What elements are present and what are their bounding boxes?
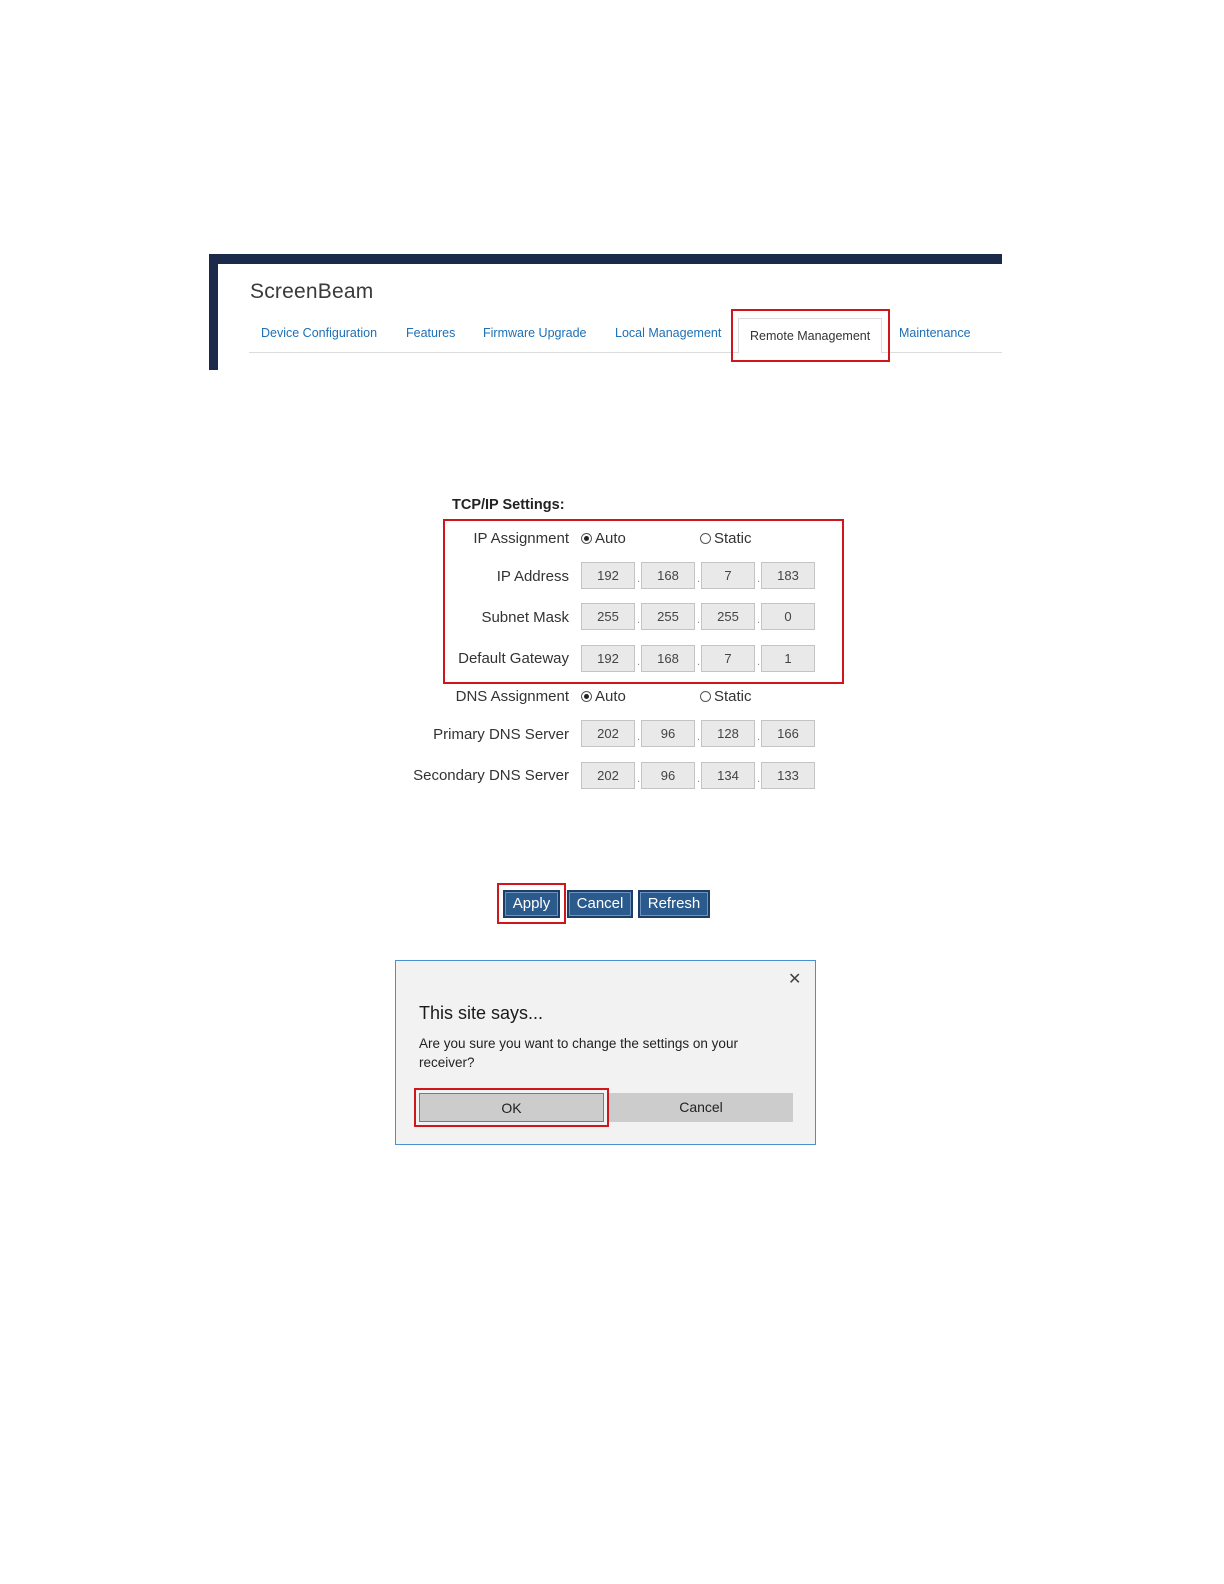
ip-assignment-label: IP Assignment	[473, 530, 569, 547]
ip-assignment-static-radio[interactable]	[700, 530, 752, 547]
dns-assignment-static-radio[interactable]	[700, 688, 752, 705]
primary-dns-octet-4[interactable]: 166	[761, 720, 815, 747]
octet-separator: .	[757, 656, 761, 668]
ip-assignment-auto-label: Auto	[595, 530, 626, 547]
default-gateway-label: Default Gateway	[458, 650, 569, 667]
dialog-ok-button[interactable]: OK	[419, 1093, 604, 1122]
octet-separator: .	[637, 731, 641, 743]
radio-unchecked-icon	[700, 533, 711, 544]
primary-dns-octet-3[interactable]: 128	[701, 720, 755, 747]
ip-assignment-static-label: Static	[714, 530, 752, 547]
secondary-dns-octet-2[interactable]: 96	[641, 762, 695, 789]
octet-separator: .	[697, 773, 701, 785]
dns-assignment-auto-label: Auto	[595, 688, 626, 705]
radio-checked-icon	[581, 691, 592, 702]
octet-separator: .	[637, 614, 641, 626]
ip-address-label: IP Address	[496, 568, 569, 585]
close-icon[interactable]: ✕	[788, 971, 802, 988]
primary-dns-label: Primary DNS Server	[433, 726, 569, 743]
default-gateway-octet-3[interactable]: 7	[701, 645, 755, 672]
octet-separator: .	[697, 731, 701, 743]
ip-address-octet-2[interactable]: 168	[641, 562, 695, 589]
primary-dns-octet-2[interactable]: 96	[641, 720, 695, 747]
octet-separator: .	[757, 731, 761, 743]
octet-separator: .	[757, 773, 761, 785]
tab-firmware-upgrade[interactable]: Firmware Upgrade	[483, 326, 587, 340]
tab-device-configuration[interactable]: Device Configuration	[261, 326, 378, 340]
secondary-dns-octet-4[interactable]: 133	[761, 762, 815, 789]
tab-maintenance[interactable]: Maintenance	[899, 326, 971, 340]
subnet-mask-octet-2[interactable]: 255	[641, 603, 695, 630]
default-gateway-octet-4[interactable]: 1	[761, 645, 815, 672]
secondary-dns-octet-3[interactable]: 134	[701, 762, 755, 789]
subnet-mask-label: Subnet Mask	[481, 609, 569, 626]
confirm-dialog	[395, 960, 816, 1145]
nav-tabs	[249, 314, 1002, 353]
octet-separator: .	[697, 573, 701, 585]
ip-address-octet-1[interactable]: 192	[581, 562, 635, 589]
dns-assignment-static-label: Static	[714, 688, 752, 705]
default-gateway-octet-1[interactable]: 192	[581, 645, 635, 672]
tab-local-management[interactable]: Local Management	[615, 326, 722, 340]
ip-assignment-auto-radio[interactable]	[581, 530, 626, 547]
header-top-bar	[209, 254, 1002, 264]
radio-checked-icon	[581, 533, 592, 544]
default-gateway-octet-2[interactable]: 168	[641, 645, 695, 672]
subnet-mask-octet-3[interactable]: 255	[701, 603, 755, 630]
octet-separator: .	[757, 573, 761, 585]
octet-separator: .	[697, 614, 701, 626]
ip-address-octet-4[interactable]: 183	[761, 562, 815, 589]
tcpip-settings-title: TCP/IP Settings:	[452, 497, 565, 513]
brand-title: ScreenBeam	[250, 280, 374, 303]
octet-separator: .	[637, 573, 641, 585]
dialog-title: This site says...	[419, 1003, 544, 1023]
apply-button[interactable]: Apply	[503, 890, 560, 918]
dns-assignment-label: DNS Assignment	[455, 688, 569, 705]
cancel-button[interactable]: Cancel	[567, 890, 633, 918]
dialog-cancel-button[interactable]: Cancel	[609, 1093, 793, 1122]
primary-dns-octet-1[interactable]: 202	[581, 720, 635, 747]
subnet-mask-octet-1[interactable]: 255	[581, 603, 635, 630]
octet-separator: .	[757, 614, 761, 626]
secondary-dns-label: Secondary DNS Server	[413, 767, 569, 784]
refresh-button[interactable]: Refresh	[638, 890, 710, 918]
ip-address-octet-3[interactable]: 7	[701, 562, 755, 589]
octet-separator: .	[637, 773, 641, 785]
subnet-mask-octet-4[interactable]: 0	[761, 603, 815, 630]
tab-features[interactable]: Features	[406, 326, 456, 340]
header-left-bar	[209, 254, 218, 370]
secondary-dns-octet-1[interactable]: 202	[581, 762, 635, 789]
dns-assignment-auto-radio[interactable]	[581, 688, 626, 705]
octet-separator: .	[637, 656, 641, 668]
radio-unchecked-icon	[700, 691, 711, 702]
tab-remote-management[interactable]: Remote Management	[738, 318, 882, 354]
dialog-message: Are you sure you want to change the settings on your receiver?	[419, 1036, 738, 1070]
octet-separator: .	[697, 656, 701, 668]
screenbeam-header	[209, 254, 1002, 370]
